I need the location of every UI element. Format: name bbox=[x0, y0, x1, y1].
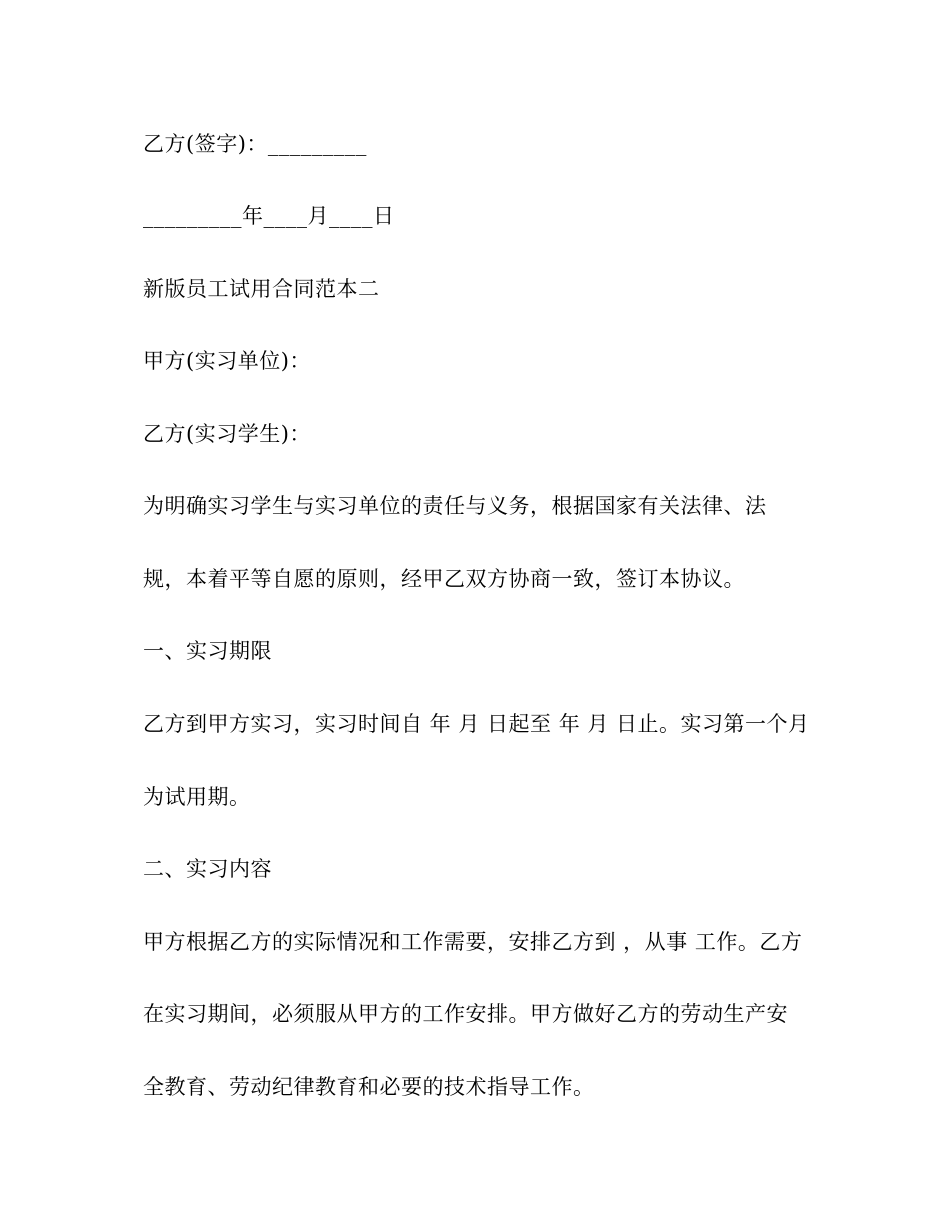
period-paragraph-line-1: 乙方到甲方实习，实习时间自 年 月 日起至 年 月 日止。实习第一个月 bbox=[143, 712, 810, 736]
document-title: 新版员工试用合同范本二 bbox=[143, 277, 380, 301]
content-paragraph-line-2: 在实习期间，必须服从甲方的工作安排。甲方做好乙方的劳动生产安 bbox=[143, 1002, 788, 1026]
period-paragraph-line-2: 为试用期。 bbox=[143, 785, 251, 809]
date-line: _________年____月____日 bbox=[143, 204, 395, 228]
party-b-signature-line: 乙方(签字)：_________ bbox=[143, 132, 367, 156]
section-heading-internship-period: 一、实习期限 bbox=[143, 639, 272, 663]
content-paragraph-line-3: 全教育、劳动纪律教育和必要的技术指导工作。 bbox=[143, 1075, 595, 1099]
party-b-line: 乙方(实习学生)： bbox=[143, 422, 311, 446]
preamble-line-2: 规，本着平等自愿的原则，经甲乙双方协商一致，签订本协议。 bbox=[143, 567, 745, 591]
preamble-line-1: 为明确实习学生与实习单位的责任与义务，根据国家有关法律、法 bbox=[143, 494, 767, 518]
party-a-line: 甲方(实习单位)： bbox=[143, 349, 311, 373]
content-paragraph-line-1: 甲方根据乙方的实际情况和工作需要，安排乙方到 ，从事 工作。乙方 bbox=[143, 930, 803, 954]
section-heading-internship-content: 二、实习内容 bbox=[143, 857, 272, 881]
